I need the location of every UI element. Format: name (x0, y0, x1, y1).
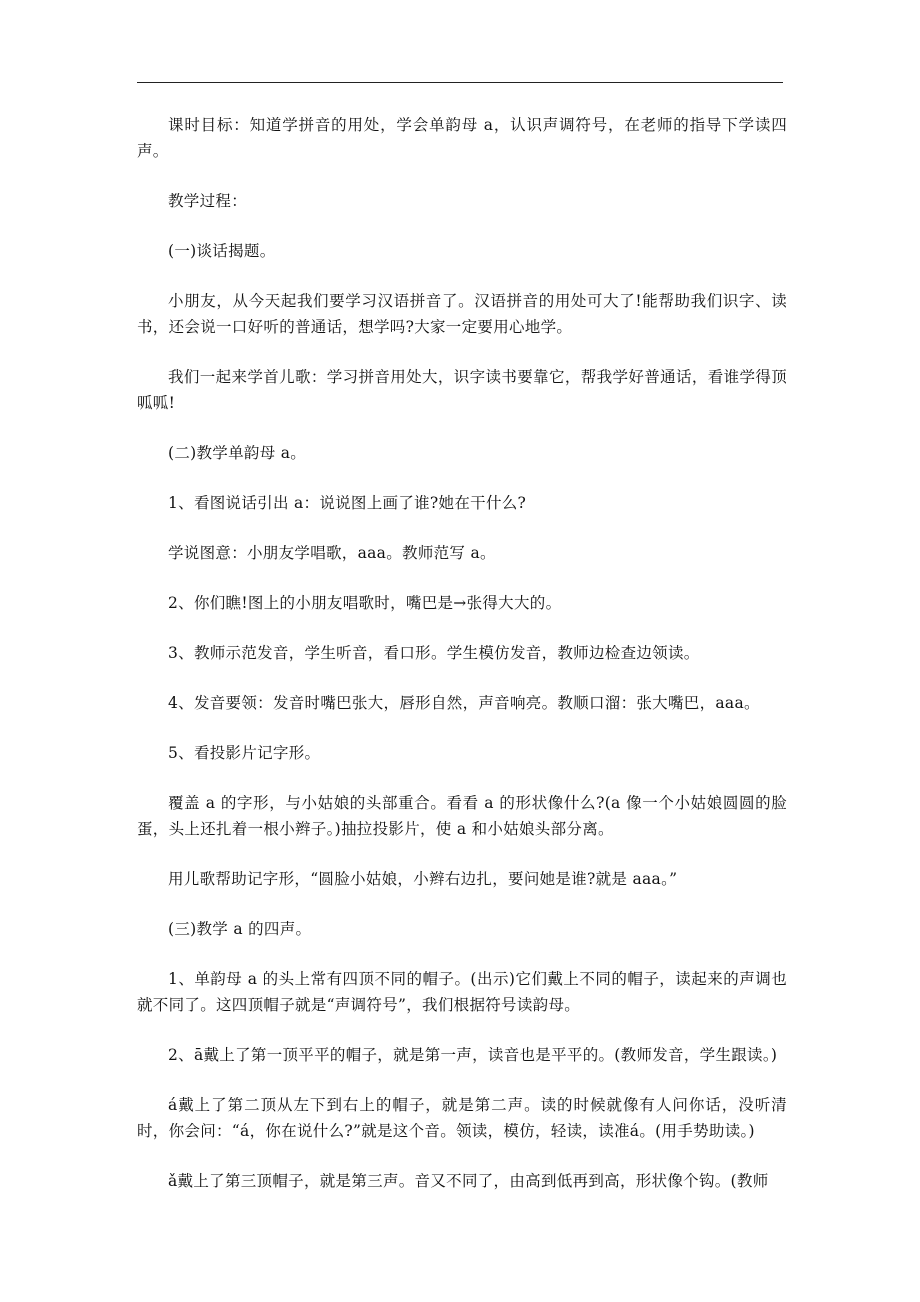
paragraph-song: 我们一起来学首儿歌：学习拼音用处大，识字读书要靠它，帮我学好普通话，看谁学得顶呱呱! (137, 368, 787, 412)
paragraph-step-5: 5、看投影片记字形。 (168, 744, 321, 762)
paragraph-cover-shape: 覆盖 a 的字形，与小姑娘的头部重合。看看 a 的形状像什么?(a 像一个小姑娘圆圆的脸蛋，头上还扎着一根小辫子。)抽拉投影片，使 a 和小姑娘头部分离。 (137, 794, 787, 838)
paragraph-section-one: (一)谈话揭题。 (168, 242, 276, 260)
paragraph-picture-meaning: 学说图意：小朋友学唱歌，aaa。教师范写 a。 (168, 544, 496, 562)
paragraph-tone-2: 2、ā戴上了第一顶平平的帽子，就是第一声，读音也是平平的。(教师发音，学生跟读。) (168, 1046, 778, 1064)
header-rule (137, 82, 783, 83)
paragraph-step-4: 4、发音要领：发音时嘴巴张大，唇形自然，声音响亮。教顺口溜：张大嘴巴，aaa。 (168, 694, 760, 712)
paragraph-second-tone: á戴上了第二顶从左下到右上的帽子，就是第二声。读的时候就像有人问你话，没听清时，你会问：“á，你在说什么?”就是这个音。领读，模仿，轻读，读准á。(用手势助读。) (137, 1096, 787, 1140)
paragraph-section-two: (二)教学单韵母 a。 (168, 444, 307, 462)
paragraph-process-heading: 教学过程： (168, 192, 248, 210)
paragraph-intro: 小朋友，从今天起我们要学习汉语拼音了。汉语拼音的用处可大了!能帮助我们识字、读书，还会说一口好听的普通话，想学吗?大家一定要用心地学。 (137, 292, 787, 336)
paragraph-step-2: 2、你们瞧!图上的小朋友唱歌时，嘴巴是→张得大大的。 (168, 594, 562, 612)
paragraph-tone-1: 1、单韵母 a 的头上常有四顶不同的帽子。(出示)它们戴上不同的帽子，读起来的声调也就不同了。这四顶帽子就是“声调符号”，我们根据符号读韵母。 (137, 970, 787, 1014)
paragraph-step-3: 3、教师示范发音，学生听音，看口形。学生模仿发音，教师边检查边领读。 (168, 644, 700, 662)
document-body (137, 112, 787, 1218)
paragraph-step-1: 1、看图说话引出 a：说说图上画了谁?她在干什么? (168, 494, 527, 512)
paragraph-lesson-goal: 课时目标：知道学拼音的用处，学会单韵母 a，认识声调符号，在老师的指导下学读四声。 (137, 116, 787, 160)
paragraph-third-tone: ǎ戴上了第三顶帽子，就是第三声。音又不同了，由高到低再到高，形状像个钩。(教师 (168, 1172, 769, 1190)
paragraph-rhyme: 用儿歌帮助记字形，“圆脸小姑娘，小辫右边扎，要问她是谁?就是 aaa。” (168, 870, 678, 888)
paragraph-section-three: (三)教学 a 的四声。 (168, 920, 312, 938)
